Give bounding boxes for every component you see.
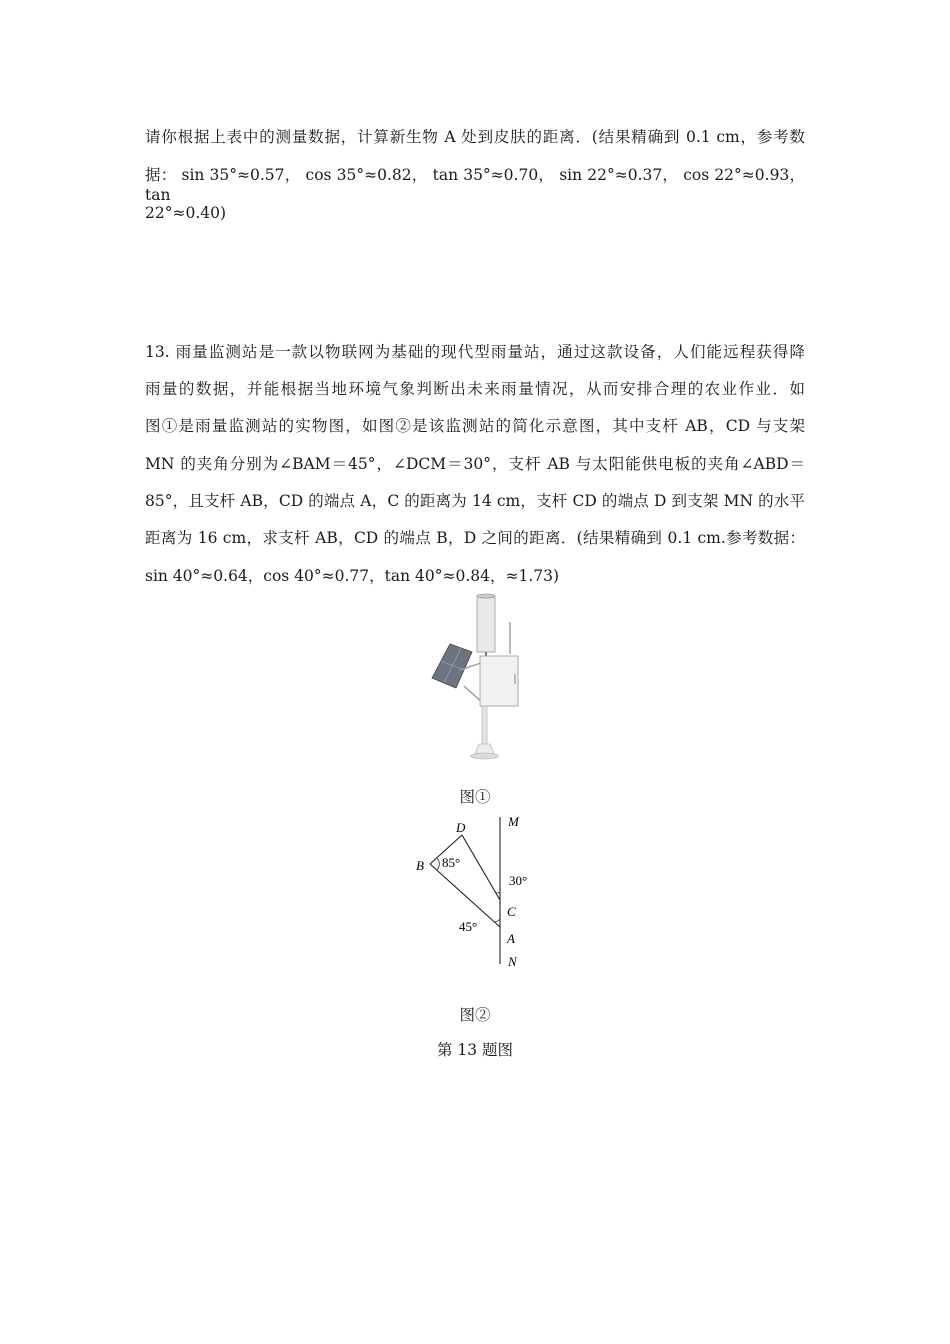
angle-label-30: 30° bbox=[509, 873, 528, 888]
label-b: B bbox=[416, 858, 424, 873]
problem13-text-line1: 13. 雨量监测站是一款以物联网为基础的现代型雨量站，通过这款设备，人们能远程获得降 bbox=[145, 343, 805, 361]
problem13-text-line4: MN 的夹角分别为∠BAM＝45°，∠DCM＝30°，支杆 AB 与太阳能供电板的夹角∠ABD＝ bbox=[145, 455, 805, 473]
rain-station-photo bbox=[430, 592, 524, 762]
geometry-diagram bbox=[410, 812, 550, 970]
segment-cd bbox=[462, 835, 500, 900]
problem13-text-line7: sin 40°≈0.64，cos 40°≈0.77，tan 40°≈0.84，≈1.73) bbox=[145, 567, 560, 585]
segment-ab bbox=[430, 864, 500, 927]
label-d: D bbox=[456, 820, 466, 835]
label-n: N bbox=[508, 954, 517, 969]
angle-arc-a bbox=[494, 919, 500, 922]
angle-label-45: 45° bbox=[459, 919, 478, 934]
problem13-figure-caption: 第 13 题图 bbox=[436, 1041, 514, 1059]
label-c: C bbox=[507, 904, 516, 919]
figure1-caption: 图① bbox=[459, 788, 491, 806]
problem12-text-line1: 请你根据上表中的测量数据，计算新生物 A 处到皮肤的距离．(结果精确到 0.1 cm，参考数 bbox=[145, 128, 805, 146]
problem12-text-line2: 据： sin 35°≈0.57， cos 35°≈0.82， tan 35°≈0.70， sin 22°≈0.37， cos 22°≈0.93， tan bbox=[145, 166, 805, 204]
angle-arc-c bbox=[496, 892, 500, 893]
problem13-text-line6: 距离为 16 cm，求支杆 AB，CD 的端点 B，D 之间的距离．(结果精确到 0.1 cm.参考数据： bbox=[145, 529, 805, 547]
problem13-text-line3: 图①是雨量监测站的实物图，如图②是该监测站的简化示意图，其中支杆 AB，CD 与支架 bbox=[145, 417, 805, 435]
label-a: A bbox=[507, 931, 515, 946]
problem12-text-line3: 22°≈0.40) bbox=[145, 204, 227, 222]
angle-arc-b bbox=[437, 858, 439, 870]
label-m: M bbox=[508, 814, 519, 829]
figure2-caption: 图② bbox=[459, 1006, 491, 1024]
problem13-text-line5: 85°，且支杆 AB，CD 的端点 A，C 的距离为 14 cm，支杆 CD 的端点 D 到支架 MN 的水平 bbox=[145, 492, 805, 510]
problem13-text-line2: 雨量的数据，并能根据当地环境气象判断出未来雨量情况，从而安排合理的农业作业．如 bbox=[145, 380, 805, 398]
angle-label-85: 85° bbox=[442, 855, 461, 870]
